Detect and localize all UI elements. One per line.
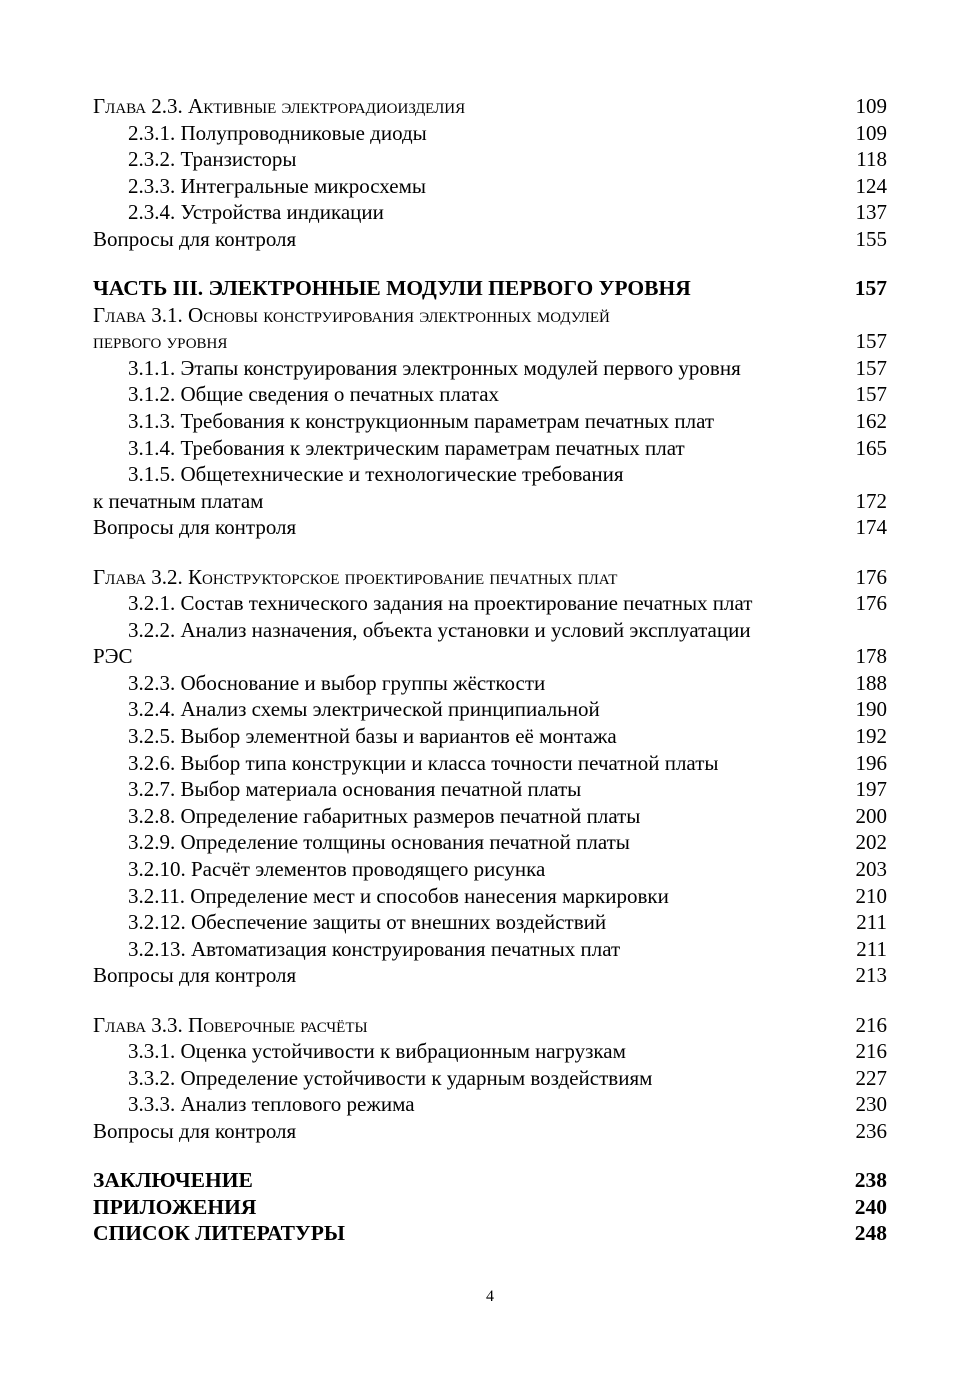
toc-entry-title: первого уровня <box>93 329 228 354</box>
toc-entry-page: 157 <box>855 355 887 380</box>
toc-entry <box>93 199 887 226</box>
toc-entry-title: 3.2.1. Состав технического задания на проектирование печатных плат <box>128 591 753 616</box>
toc-entry-page: 238 <box>854 1167 887 1192</box>
toc-entry <box>93 355 887 382</box>
toc-entry <box>93 1012 887 1039</box>
toc-entry-page: 230 <box>855 1092 887 1117</box>
toc-entry-page: 200 <box>855 803 887 828</box>
toc-entry <box>93 173 887 200</box>
toc-entry-page: 157 <box>855 329 887 354</box>
toc-entry-title: 3.2.13. Автоматизация конструирования печатных плат <box>128 936 621 961</box>
toc-entry <box>93 564 887 591</box>
toc-entry-page: 174 <box>855 515 887 540</box>
toc-entry-title: 3.2.3. Обоснование и выбор группы жёсткости <box>128 670 546 695</box>
toc-entry-title: 3.1.3. Требования к конструкционным параметрам печатных плат <box>128 409 715 434</box>
toc-entry-page: 118 <box>856 147 887 172</box>
toc-entry-page: 196 <box>855 750 887 775</box>
toc-entry-title: ПРИЛОЖЕНИЯ <box>93 1194 257 1219</box>
toc-entry-page: 176 <box>855 564 887 589</box>
toc-entry-page: 172 <box>855 488 887 513</box>
toc-entry <box>93 93 887 120</box>
toc-entry-page: 236 <box>855 1118 887 1143</box>
toc-entry-page: 165 <box>855 435 887 460</box>
toc-entry <box>93 803 887 830</box>
toc-entry-title: 3.2.6. Выбор типа конструкции и класса точности печатной платы <box>128 750 719 775</box>
toc-entry-page: 240 <box>854 1194 887 1219</box>
toc-entry <box>93 909 887 936</box>
toc-entry <box>93 381 887 408</box>
toc-entry <box>93 829 887 856</box>
toc-entry <box>93 1220 887 1247</box>
toc-entry-title: Глава 3.1. Основы конструирования электронных модулей <box>93 302 610 327</box>
toc-entry-title: 3.2.12. Обеспечение защиты от внешних воздействий <box>128 910 607 935</box>
toc-entry-page: 211 <box>856 936 887 961</box>
toc-entry <box>93 590 887 617</box>
toc-entry-title: ЗАКЛЮЧЕНИЕ <box>93 1167 253 1192</box>
table-of-contents <box>93 93 887 1247</box>
toc-entry-title: 2.3.3. Интегральные микросхемы <box>128 173 426 198</box>
toc-entry-title: Вопросы для контроля <box>93 515 297 540</box>
toc-entry-title: 3.1.5. Общетехнические и технологические требования <box>128 462 624 487</box>
toc-entry-page: 178 <box>855 644 887 669</box>
toc-entry <box>93 1065 887 1092</box>
toc-entry <box>93 1091 887 1118</box>
toc-entry-title: 3.2.9. Определение толщины основания печатной платы <box>128 830 630 855</box>
toc-entry <box>93 670 887 697</box>
toc-entry <box>93 120 887 147</box>
toc-entry-page: 109 <box>855 120 887 145</box>
toc-entry-page: 162 <box>855 409 887 434</box>
toc-entry <box>93 435 887 462</box>
toc-entry <box>93 408 887 435</box>
toc-entry <box>93 328 887 355</box>
toc-entry-title: к печатным платам <box>93 488 264 513</box>
toc-entry <box>93 962 887 989</box>
toc-entry-page: 109 <box>855 94 887 118</box>
toc-entry-title: ЧАСТЬ III. ЭЛЕКТРОННЫЕ МОДУЛИ ПЕРВОГО УРОВНЯ <box>93 276 691 301</box>
toc-entry-page: 216 <box>855 1039 887 1064</box>
toc-entry <box>93 750 887 777</box>
toc-entry <box>93 776 887 803</box>
toc-entry-page: 190 <box>855 697 887 722</box>
toc-entry-title: 2.3.1. Полупроводниковые диоды <box>128 120 427 145</box>
toc-entry-page: 157 <box>855 382 887 407</box>
section-gap <box>93 253 887 276</box>
toc-entry <box>93 146 887 173</box>
toc-entry-title: Вопросы для контроля <box>93 1118 297 1143</box>
toc-entry-title: 3.1.2. Общие сведения о печатных платах <box>128 382 500 407</box>
section-gap <box>93 541 887 564</box>
toc-entry-page: 137 <box>855 200 887 225</box>
toc-entry-page: 210 <box>855 883 887 908</box>
toc-entry-title: Глава 2.3. Активные электрорадиоизделия <box>93 94 466 118</box>
toc-entry-title: 2.3.2. Транзисторы <box>128 147 297 172</box>
toc-entry-page: 248 <box>854 1221 887 1246</box>
toc-entry <box>93 461 887 488</box>
toc-entry <box>93 723 887 750</box>
toc-entry-title: Глава 3.2. Конструкторское проектирование печатных плат <box>93 564 618 589</box>
toc-entry-page: 197 <box>855 777 887 802</box>
toc-entry-title: 3.3.2. Определение устойчивости к ударным воздействиям <box>128 1065 653 1090</box>
toc-entry-page: 155 <box>855 226 887 251</box>
toc-entry <box>93 856 887 883</box>
toc-entry-title: 3.3.1. Оценка устойчивости к вибрационным нагрузкам <box>128 1039 626 1064</box>
toc-entry-page: 176 <box>855 591 887 616</box>
page-number: 4 <box>486 1288 494 1305</box>
toc-entry <box>93 617 887 644</box>
toc-entry <box>93 1118 887 1145</box>
toc-entry-page: 227 <box>855 1065 887 1090</box>
toc-entry-title: 3.2.11. Определение мест и способов нанесения маркировки <box>128 883 669 908</box>
toc-entry-title: СПИСОК ЛИТЕРАТУРЫ <box>93 1221 345 1246</box>
toc-entry-page: 213 <box>855 963 887 988</box>
toc-entry <box>93 1194 887 1221</box>
toc-entry-title: Вопросы для контроля <box>93 963 297 988</box>
toc-entry-page: 203 <box>855 857 887 882</box>
toc-entry-page: 202 <box>855 830 887 855</box>
toc-entry-title: Глава 3.3. Поверочные расчёты <box>93 1012 368 1037</box>
toc-entry-title: 3.1.4. Требования к электрическим параметрам печатных плат <box>128 435 685 460</box>
toc-entry <box>93 1167 887 1194</box>
toc-entry <box>93 275 887 302</box>
toc-entry <box>93 643 887 670</box>
toc-entry-page: 216 <box>855 1012 887 1037</box>
toc-entry-title: 3.1.1. Этапы конструирования электронных модулей первого уровня <box>128 355 741 380</box>
toc-entry-page: 211 <box>856 910 887 935</box>
toc-entry <box>93 514 887 541</box>
toc-entry-title: Вопросы для контроля <box>93 226 297 251</box>
toc-entry-page: 192 <box>855 724 887 749</box>
toc-entry-title: 3.2.10. Расчёт элементов проводящего рисунка <box>128 857 546 882</box>
toc-entry-title: 2.3.4. Устройства индикации <box>128 200 384 225</box>
toc-entry-title: 3.2.8. Определение габаритных размеров печатной платы <box>128 803 641 828</box>
section-gap <box>93 1144 887 1167</box>
toc-entry-page: 124 <box>855 173 887 198</box>
toc-entry <box>93 696 887 723</box>
toc-entry-title: 3.2.4. Анализ схемы электрической принципиальной <box>128 697 600 722</box>
toc-entry-title: 3.2.7. Выбор материала основания печатной платы <box>128 777 582 802</box>
toc-entry <box>93 226 887 253</box>
toc-entry <box>93 936 887 963</box>
toc-entry-title: 3.2.2. Анализ назначения, объекта установки и условий эксплуатации <box>128 617 751 642</box>
toc-entry-page: 157 <box>854 276 887 301</box>
toc-entry <box>93 1038 887 1065</box>
toc-entry-page: 188 <box>855 670 887 695</box>
toc-entry-title: 3.3.3. Анализ теплового режима <box>128 1092 415 1117</box>
section-gap <box>93 989 887 1012</box>
toc-entry-title: РЭС <box>93 644 133 669</box>
toc-entry <box>93 488 887 515</box>
toc-entry-title: 3.2.5. Выбор элементной базы и вариантов её монтажа <box>128 724 617 749</box>
toc-entry <box>93 302 887 329</box>
toc-entry <box>93 883 887 910</box>
